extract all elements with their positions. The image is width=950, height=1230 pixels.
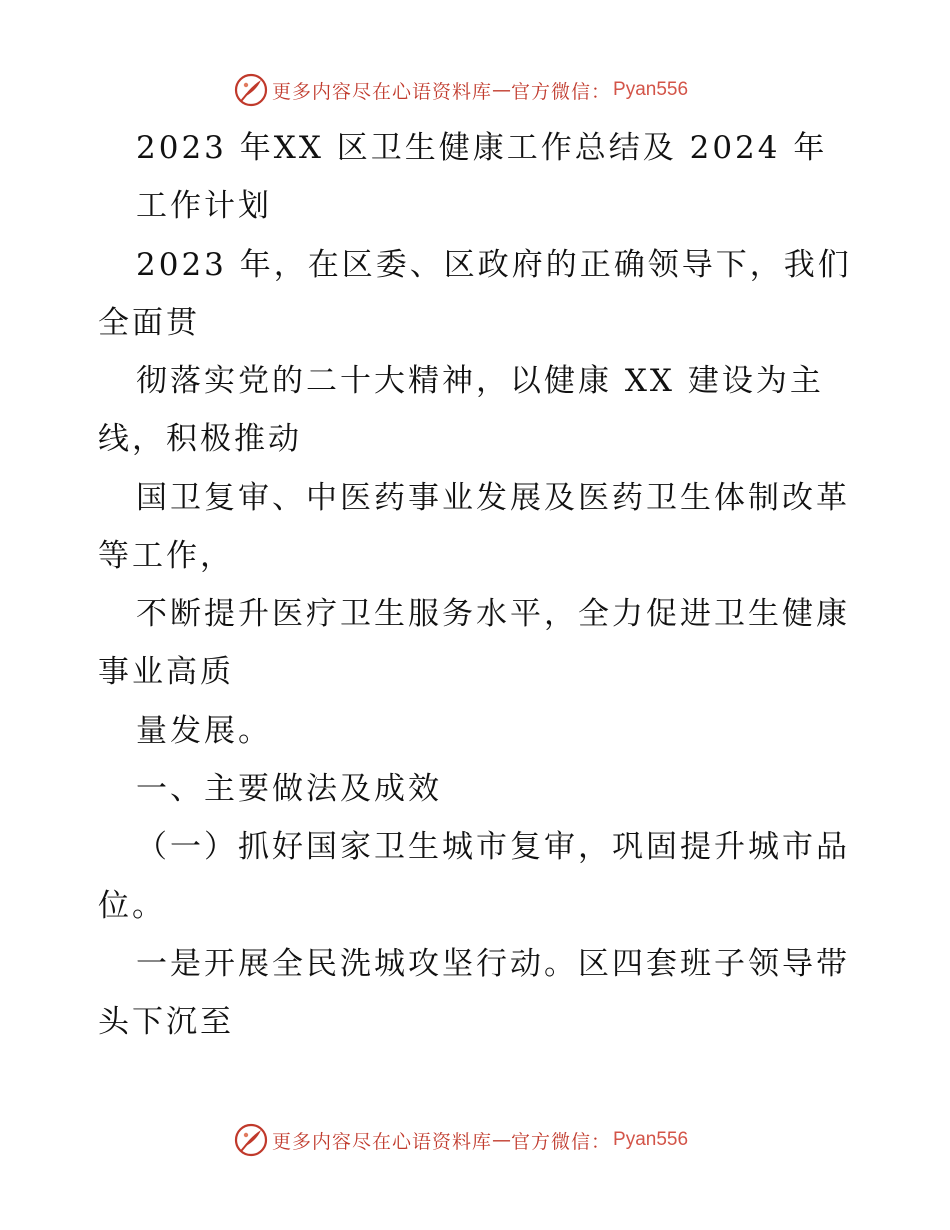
watermark-wechat-id: Pyan556 (613, 1129, 689, 1150)
paragraph-line: 彻落实党的二十大精神，以健康 XX 建设为主 (136, 363, 824, 399)
header-watermark (234, 72, 688, 108)
watermark-wechat-label: 官方微信： (511, 1130, 612, 1153)
paragraph-line: 线，积极推动 (98, 421, 302, 457)
paragraph-line: 国卫复审、中医药事业发展及医药卫生体制改革 (136, 480, 850, 516)
paragraph-line: 头下沉至 (98, 1004, 234, 1040)
section-heading: 一、主要做法及成效 (136, 771, 442, 807)
watermark-separator: — (492, 1129, 512, 1151)
watermark-separator: — (492, 79, 512, 101)
document-title-line-2: 工作计划 (136, 188, 272, 224)
footer-watermark (234, 1122, 688, 1158)
quill-pen-logo-icon (234, 73, 268, 107)
paragraph-line: 一是开展全民洗城攻坚行动。区四套班子领导带 (136, 946, 850, 982)
paragraph-line: 2023 年，在区委、区政府的正确领导下，我们 (136, 247, 852, 283)
subsection-heading: （一）抓好国家卫生城市复审，巩固提升城市品 (136, 829, 850, 865)
watermark-wechat-label: 官方微信： (511, 80, 612, 103)
paragraph-line: 不断提升医疗卫生服务水平，全力促进卫生健康 (136, 596, 850, 632)
watermark-text: 更多内容尽在心语资料库 (272, 80, 493, 103)
paragraph-line: 量发展。 (136, 713, 272, 749)
paragraph-line: 等工作， (98, 538, 234, 574)
watermark-wechat-id: Pyan556 (613, 79, 689, 100)
paragraph-line: 事业高质 (98, 654, 234, 690)
document-title-line-1: 2023 年XX 区卫生健康工作总结及 2024 年 (136, 130, 828, 166)
paragraph-line: 全面贯 (98, 305, 200, 341)
subsection-heading-continued: 位。 (98, 888, 166, 924)
quill-pen-logo-icon (234, 1123, 268, 1157)
watermark-text: 更多内容尽在心语资料库 (272, 1130, 493, 1153)
